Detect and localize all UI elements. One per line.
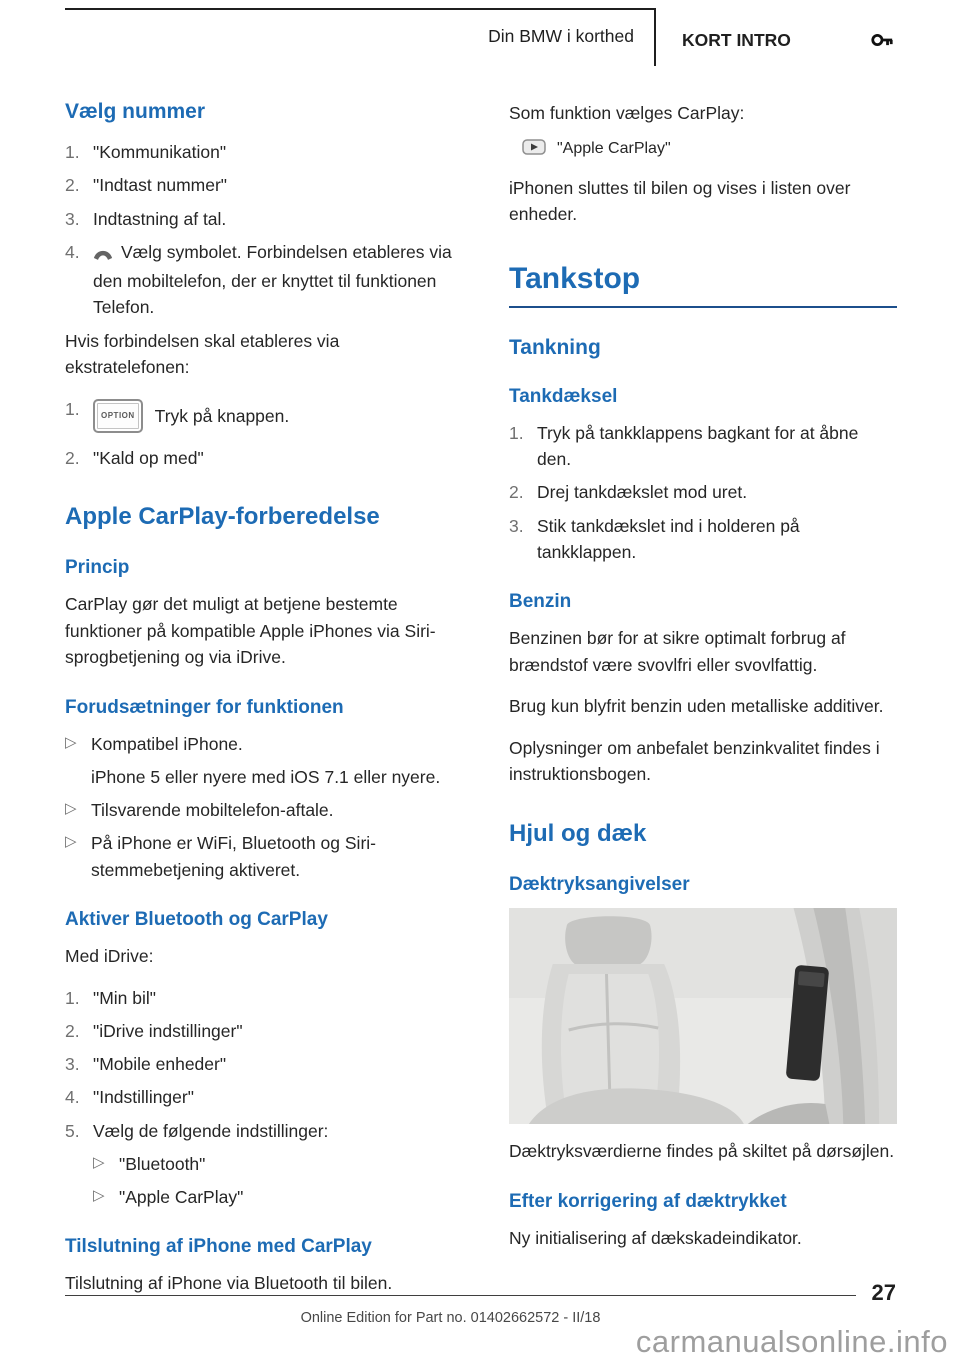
heading-tilslutning-iphone: Tilslutning af iPhone med CarPlay [65,1236,372,1258]
heading-daektryksangivelser: Dæktryksangivelser [509,874,690,895]
list-text: "Mobile enheder" [93,1054,227,1075]
bullet-text-main: Kompatibel iPhone. [91,733,243,754]
bullet-text: På iPhone er WiFi, Bluetooth og Siri-stemmebetjening aktiveret. [91,833,376,880]
section-title: KORT INTRO [682,29,791,50]
bullet-text: "Bluetooth" [119,1153,206,1174]
list-marker: 2. [65,447,80,468]
phone-icon [93,242,113,268]
list-text: Drej tankdækslet mod uret. [537,482,748,503]
list-text: Vælg de følgende indstillinger: [93,1120,329,1141]
list-text: "Min bil" [93,987,156,1008]
list-text [93,399,453,433]
bullet-marker: ▷ [93,1187,105,1205]
paragraph-ekstratelefon: Hvis forbindelsen skal etableres via ekstratelefonen: [65,330,340,378]
bullet-item [65,797,453,823]
bullet-item [65,731,453,791]
list-item [65,1118,453,1144]
list-marker: 1. [65,142,80,162]
watermark: carmanualsonline.info [635,1324,948,1359]
bullet-marker: ▷ [65,833,77,851]
heading-aktiver-bluetooth-carplay: Aktiver Bluetooth og CarPlay [65,908,328,930]
section-header [656,8,896,66]
list-marker: 2. [65,175,80,196]
chapter-title: Din BMW i korthed [488,26,634,46]
list-text-content: Vælg symbolet. Forbindelsen etableres via den mobiltelefon, der er knyttet til funktionen Telefon. [93,241,452,318]
list-text: "Kald op med" [93,447,204,468]
bullet-item [93,1184,453,1210]
edition-note: Online Edition for Part no. 01402662572 - II/18 [300,1310,601,1326]
paragraph-tilslutning: Tilslutning af iPhone via Bluetooth til bilen. [65,1273,393,1294]
page-footer [65,1282,896,1326]
paragraph-med-idrive: Med iDrive: [65,945,154,966]
heading-princip: Princip [65,556,130,578]
paragraph-iphone-sluttes: iPhonen sluttes til bilen og vises i listen over enheder. [509,177,851,225]
list-marker: 3. [509,515,524,536]
heading-apple-carplay-forberedelse: Apple CarPlay-forberedelse [65,502,380,530]
bullet-marker: ▷ [65,733,77,751]
option-button-icon [93,399,143,433]
list-text: "Indtast nummer" [93,175,228,196]
footer-rule-row [65,1282,896,1304]
list-text: Stik tankdækslet ind i holderen på tankklappen. [537,515,800,562]
menu-selection-label: "Apple CarPlay" [557,140,671,158]
list-item [65,985,453,1011]
footer-rule [65,1295,856,1296]
paragraph-benzin-3: Oplysninger om anbefalet benzinkvalitet findes i instruktionsbogen. [509,737,880,785]
list-item [65,1084,453,1110]
heading-tankdaeksel: Tankdæksel [509,385,618,407]
heading-tankstop: Tankstop [509,262,897,308]
list-marker: 1. [65,987,80,1008]
heading-benzin: Benzin [509,591,572,613]
list-item [65,239,453,321]
chapter-header [65,8,654,66]
bullet-text [91,731,453,791]
bullet-marker: ▷ [65,800,77,818]
page-number: 27 [871,1280,896,1305]
bullet-marker: ▷ [93,1153,105,1171]
list-marker: 1. [509,422,524,443]
bullet-text: Tilsvarende mobiltelefon-aftale. [91,800,334,821]
list-marker: 2. [509,482,524,503]
paragraph-daektryk-caption: Dæktryksværdierne findes på skiltet på dørsøjlen. [509,1141,895,1161]
list-text [93,239,453,321]
list-item [65,139,453,165]
list-marker: 3. [65,1054,80,1075]
bullet-item [93,1151,453,1177]
list-marker: 3. [65,208,80,229]
list-marker: 4. [65,1087,80,1108]
list-marker: 5. [65,1120,80,1141]
heading-tankning: Tankning [509,335,601,359]
paragraph-funktion: Som funktion vælges CarPlay: [509,103,745,123]
list-text: "Indstillinger" [93,1087,194,1108]
list-item [65,1018,453,1044]
list-marker: 2. [65,1020,80,1041]
tire-pressure-label-photo [509,908,897,1124]
list-text-content: Tryk på knappen. [154,405,290,426]
list-text: "Kommunikation" [93,142,227,162]
list-item [65,396,453,438]
paragraph-princip: CarPlay gør det muligt at betjene bestemte funktioner på kompatible Apple iPhones via Siri-sprogbetjening og via iDrive. [65,593,436,668]
idrive-select-icon [521,137,547,162]
list-text: Indtastning af tal. [93,208,227,229]
paragraph-benzin-2: Brug kun blyfrit benzin uden metalliske additiver. [509,696,884,717]
right-column [509,100,897,1312]
paragraph-benzin-1: Benzinen bør for at sikre optimalt forbrug af brændstof være svovlfri eller svovlfattig. [509,628,846,675]
menu-selection-item [509,137,897,162]
heading-efter-korrigering: Efter korrigering af dæktrykket [509,1190,787,1212]
paragraph-efter-korrigering: Ny initialisering af dækskadeindikator. [509,1227,802,1248]
list-item [65,172,453,198]
list-text: "iDrive indstillinger" [93,1020,243,1041]
left-column [65,100,453,1312]
heading-forudsaetninger: Forudsætninger for funktionen [65,696,344,718]
list-text: Tryk på tankklappens bagkant for at åbne den. [537,422,859,470]
key-icon [870,28,894,52]
page-header [65,8,896,66]
list-item [65,445,453,471]
list-item [65,1051,453,1077]
list-marker: 4. [65,241,80,262]
option-button-label: OPTION [101,410,135,420]
list-marker: 1. [65,398,80,419]
bullet-item [65,830,453,883]
heading-vaelg-nummer: Vælg nummer [65,100,206,123]
content-columns [65,100,897,1312]
bullet-text: "Apple CarPlay" [119,1187,244,1208]
heading-hjul-og-daek: Hjul og dæk [509,820,647,847]
list-item [509,513,897,566]
bullet-text-sub: iPhone 5 eller nyere med iOS 7.1 eller nyere. [91,766,441,787]
list-item [509,479,897,505]
list-item [509,420,897,473]
list-item [65,206,453,232]
